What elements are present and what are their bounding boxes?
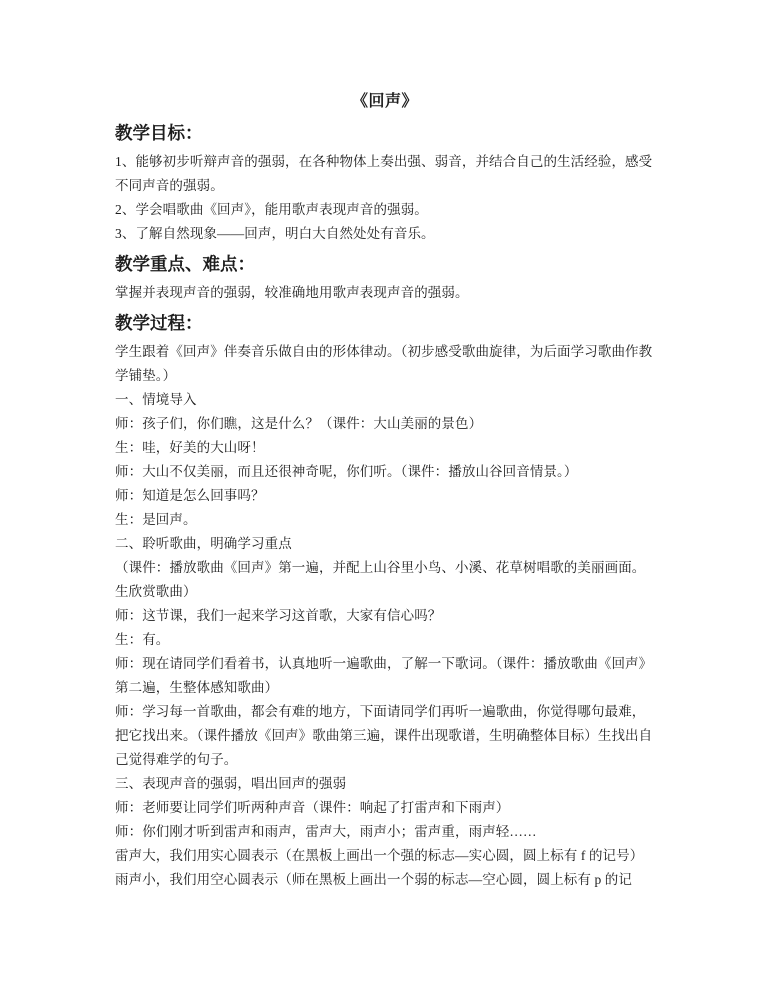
body-line: 生：有。	[115, 632, 170, 647]
body-line: 二、聆听歌曲，明确学习重点	[115, 536, 292, 551]
body-line: 学生跟着《回声》伴奏音乐做自由的形体律动。（初步感受歌曲旋律，为后面学习歌曲作教	[115, 344, 653, 359]
body-line: 一、情境导入	[115, 392, 197, 407]
body-line: 生欣赏歌曲）	[115, 584, 197, 599]
body-line: 生：是回声。	[115, 512, 197, 527]
body-line: 己觉得难学的句子。	[115, 752, 238, 767]
body-line: 第二遍，生整体感知歌曲）	[115, 680, 279, 695]
heading-line: 教学重点、难点：	[115, 254, 255, 274]
body-line: 师：大山不仅美丽，而且还很神奇呢，你们听。（课件：播放山谷回音情景。）	[115, 464, 578, 479]
document-body	[115, 121, 655, 892]
body-line: 把它找出来。（课件播放《回声》歌曲第三遍，课件出现歌谱，生明确整体目标）生找出自	[115, 728, 653, 743]
body-line: 学铺垫。）	[115, 368, 177, 383]
body-line: 不同声音的强弱。	[115, 178, 224, 193]
body-line: 师：知道是怎么回事吗？	[115, 488, 265, 503]
body-line: 师：孩子们，你们瞧，这是什么？（课件：大山美丽的景色）	[115, 416, 483, 431]
body-line: （课件：播放歌曲《回声》第一遍，并配上山谷里小鸟、小溪、花草树唱歌的美丽画面。	[115, 560, 646, 575]
body-line: 师：学习每一首歌曲，都会有难的地方，下面请同学们再听一遍歌曲，你觉得哪句最难，	[115, 704, 646, 719]
body-line: 师：这节课，我们一起来学习这首歌，大家有信心吗？	[115, 608, 442, 623]
body-line: 师：现在请同学们看着书，认真地听一遍歌曲，了解一下歌词。（课件：播放歌曲《回声》	[115, 656, 653, 671]
body-line: 师：老师要让同学们听两种声音（课件：响起了打雷声和下雨声）	[115, 800, 510, 815]
heading-line: 教学过程：	[115, 313, 203, 333]
body-line: 雨声小，我们用空心圆表示（师在黑板上画出一个弱的标志—空心圆，圆上标有 p 的记	[115, 872, 632, 887]
heading-line: 教学目标：	[115, 123, 203, 143]
body-line: 师：你们刚才听到雷声和雨声，雷声大，雨声小；雷声重，雨声轻……	[115, 824, 537, 839]
body-line: 掌握并表现声音的强弱，较准确地用歌声表现声音的强弱。	[115, 285, 469, 300]
body-line: 3、了解自然现象——回声，明白大自然处处有音乐。	[115, 226, 435, 241]
body-line: 1、能够初步听辩声音的强弱，在各种物体上奏出强、弱音，并结合自己的生活经验，感受	[115, 154, 653, 169]
body-line: 雷声大，我们用实心圆表示（在黑板上画出一个强的标志—实心圆，圆上标有 f 的记号）	[115, 848, 644, 863]
body-line: 三、表现声音的强弱，唱出回声的强弱	[115, 776, 347, 791]
body-line: 2、学会唱歌曲《回声》，能用歌声表现声音的强弱。	[115, 202, 428, 217]
body-line: 生：哇，好美的大山呀！	[115, 440, 265, 455]
document-title: 《回声》	[351, 93, 418, 110]
